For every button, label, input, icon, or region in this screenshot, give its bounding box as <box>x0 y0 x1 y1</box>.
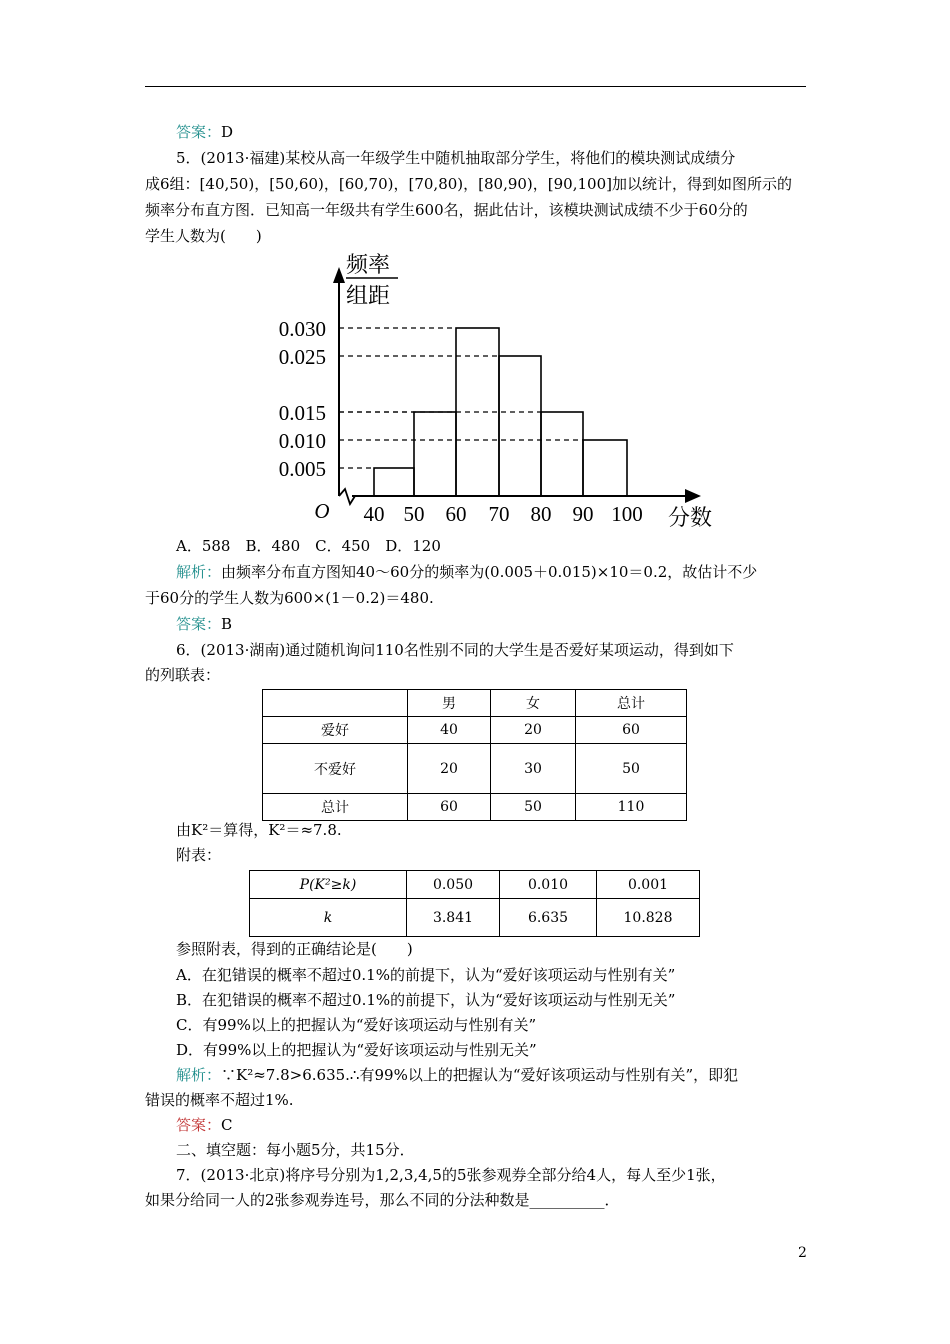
appendix-cell: 3.841 <box>407 899 500 937</box>
table-cell: 30 <box>491 744 576 794</box>
histogram-bar <box>583 440 627 496</box>
y-tick-label: 0.010 <box>278 429 326 453</box>
x-tick-label: 90 <box>572 502 594 526</box>
q5-line-2: 成6组：[40,50)，[50,60)，[60,70)，[70,80)，[80,90)，[90,100]加以统计，得到如图所示的 <box>145 175 792 193</box>
page-number: 2 <box>798 1245 807 1261</box>
table-cell: 20 <box>408 744 491 794</box>
table-cell: 60 <box>408 794 491 821</box>
answer-6: 答案：C <box>176 1116 233 1134</box>
histogram-bar <box>541 412 583 496</box>
table-row <box>263 794 687 821</box>
appendix-cell: P(K²≥k) <box>250 871 407 899</box>
y-tick-label: 0.015 <box>278 401 326 425</box>
y-axis-arrow <box>333 267 345 283</box>
ylabel-bottom: 组距 <box>346 283 391 308</box>
x-axis-arrow <box>685 489 701 503</box>
table-header-cell: 总计 <box>576 690 687 717</box>
y-tick-labels <box>279 317 326 481</box>
histogram-bar <box>374 468 414 496</box>
answer-5: 答案：B <box>176 615 233 633</box>
table-cell: 20 <box>491 717 576 744</box>
table-row <box>263 744 687 794</box>
q7-line-2: 如果分给同一人的2张参观券连号，那么不同的分法种数是__________． <box>145 1191 620 1209</box>
x-tick-label: 50 <box>403 502 425 526</box>
table-cell: 110 <box>576 794 687 821</box>
k2-line: 由K²＝算得，K²＝≈7.8. <box>176 821 342 839</box>
table-cell: 不爱好 <box>263 744 408 794</box>
x-tick-label: 60 <box>445 502 467 526</box>
contingency-table <box>262 689 687 821</box>
x-tick-label: 80 <box>530 502 552 526</box>
table-row <box>263 717 687 744</box>
appendix-row <box>250 871 700 899</box>
x-tick-label: 100 <box>611 502 643 526</box>
q5-analysis-line-1: 解析：由频率分布直方图知40～60分的频率为(0.005＋0.015)×10＝0.2，故估计不少 <box>176 563 758 581</box>
q6-line-2: 的列联表： <box>145 666 221 684</box>
histogram-chart <box>260 245 740 535</box>
table-cell: 50 <box>576 744 687 794</box>
y-tick-label: 0.030 <box>278 317 326 341</box>
appendix-table <box>249 870 700 937</box>
table-header-cell: 女 <box>491 690 576 717</box>
q5-line-1: 5．(2013·福建)某校从高一年级学生中随机抽取部分学生，将他们的模块测试成绩分 <box>176 149 736 167</box>
appendix-label: 附表： <box>176 846 222 864</box>
appendix-cell: 10.828 <box>597 899 700 937</box>
table-cell: 40 <box>408 717 491 744</box>
q7-line-1: 7．(2013·北京)将序号分别为1,2,3,4,5的5张参观券全部分给4人，每人至少1张， <box>176 1166 726 1184</box>
y-tick-label: 0.025 <box>278 345 326 369</box>
appendix-cell: 0.010 <box>500 871 597 899</box>
table-cell: 总计 <box>263 794 408 821</box>
appendix-row <box>250 899 700 937</box>
histogram-bar <box>499 356 541 496</box>
ylabel-top: 频率 <box>346 252 391 277</box>
x-tick-label: 40 <box>363 502 385 526</box>
x-tick-label: 70 <box>488 502 510 526</box>
q6-analysis-line-2: 错误的概率不超过1%. <box>145 1091 294 1109</box>
appendix-cell: k <box>250 899 407 937</box>
table-cell: 60 <box>576 717 687 744</box>
x-tick-labels <box>364 502 643 526</box>
q6-analysis-line-1: 解析：∵K²≈7.8>6.635.∴有99%以上的把握认为“爱好该项运动与性别有关”，即犯 <box>176 1066 739 1084</box>
table-header-cell: 男 <box>408 690 491 717</box>
histogram-bar <box>414 412 456 496</box>
q5-line-3: 频率分布直方图．已知高一年级共有学生600名，据此估计，该模块测试成绩不少于60分的 <box>145 201 748 219</box>
appendix-cell: 0.001 <box>597 871 700 899</box>
histogram-guides <box>339 328 583 468</box>
q6-stem: 参照附表，得到的正确结论是( ) <box>176 940 413 958</box>
appendix-cell: 0.050 <box>407 871 500 899</box>
origin-label: O <box>314 499 330 523</box>
q6-line-1: 6．(2013·湖南)通过随机询问110名性别不同的大学生是否爱好某项运动，得到如下 <box>176 641 734 659</box>
q6-option-d: D．有99%以上的把握认为“爱好该项运动与性别无关” <box>176 1041 537 1059</box>
section-2-heading: 二、填空题：每小题5分，共15分． <box>176 1141 415 1159</box>
table-header-cell <box>263 690 408 717</box>
q6-option-c: C．有99%以上的把握认为“爱好该项运动与性别有关” <box>176 1016 537 1034</box>
q5-line-4: 学生人数为( ) <box>145 227 262 245</box>
header-rule <box>145 86 806 87</box>
xlabel: 分数 <box>667 505 713 530</box>
q6-option-a: A．在犯错误的概率不超过0.1%的前提下，认为“爱好该项运动与性别有关” <box>176 966 676 984</box>
q5-analysis-line-2: 于60分的学生人数为600×(1－0.2)＝480. <box>145 589 434 607</box>
table-header-row <box>263 690 687 717</box>
y-tick-label: 0.005 <box>278 457 326 481</box>
answer-4: 答案：D <box>176 123 234 141</box>
q5-options: A．588 B．480 C．450 D．120 <box>176 537 441 555</box>
q6-option-b: B．在犯错误的概率不超过0.1%的前提下，认为“爱好该项运动与性别无关” <box>176 991 676 1009</box>
table-cell: 爱好 <box>263 717 408 744</box>
table-cell: 50 <box>491 794 576 821</box>
appendix-cell: 6.635 <box>500 899 597 937</box>
